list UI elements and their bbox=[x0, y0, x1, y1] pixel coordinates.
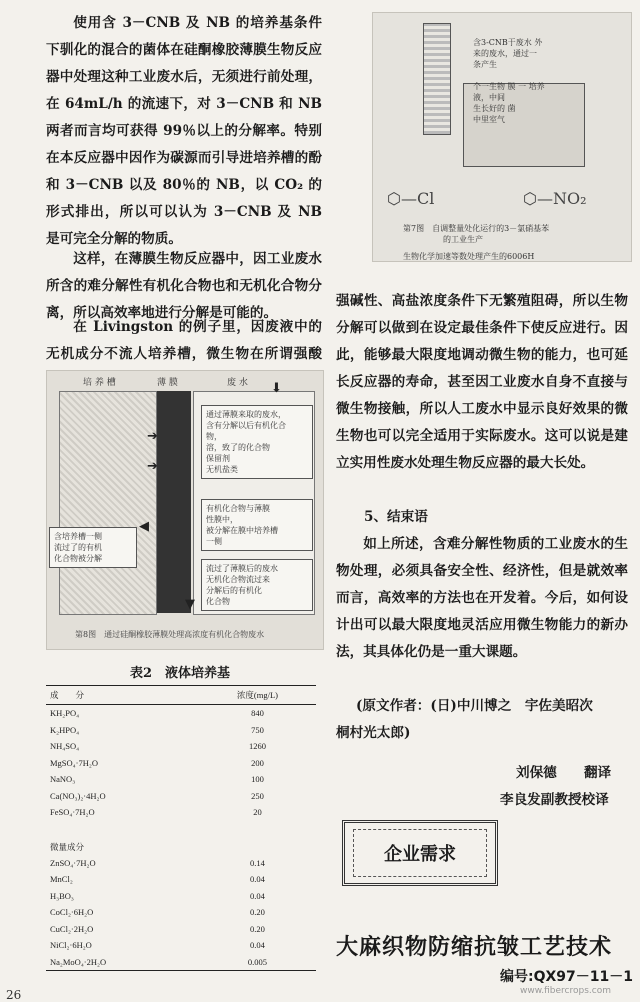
culture-tank-area bbox=[59, 391, 157, 615]
cell-component: K₂HPO₄ bbox=[50, 724, 80, 735]
article-title: 大麻织物防缩抗皱工艺技术 bbox=[336, 935, 613, 960]
text-line: 后，如何设计出可以最大限度地灵活应用微 bbox=[336, 590, 629, 633]
cell-component: ZnSO₄·7H₂O bbox=[50, 857, 96, 868]
fig-header-membrane: 薄 膜 bbox=[157, 378, 178, 388]
text-line: 本反应器中因作为碳源而引导进培养槽的酚 bbox=[59, 150, 323, 166]
figure-membrane-section bbox=[46, 370, 324, 650]
text-line: 排出，所以可以认为 3－CNB 及 NB 是可完 bbox=[46, 204, 322, 247]
text-line: 自身不直接与微生物接触，所以人工废水中 bbox=[336, 374, 629, 417]
table-row bbox=[46, 904, 316, 921]
text-line: 分离，所以高效率地进行分解是可能的。 bbox=[46, 278, 322, 321]
cell-concentration: 0.04 bbox=[250, 890, 265, 901]
cell-component: NiCl₂·6H₂O bbox=[50, 940, 92, 951]
cell-concentration: 20 bbox=[253, 807, 262, 818]
figure-process-diagram bbox=[372, 12, 632, 262]
cell-component: KH₂PO₄ bbox=[50, 708, 80, 719]
cell-component: Ca(NO₃)₂·4H₂O bbox=[50, 790, 106, 801]
cell-concentration: 0.04 bbox=[250, 874, 265, 885]
section-heading: 5、结束语 bbox=[364, 509, 428, 525]
text-line: 力，也可延长反应器的寿命，甚至因工业废水 bbox=[336, 347, 629, 390]
text-line: 通过薄膜来取的废水， bbox=[206, 410, 286, 419]
text-line: 行。因此，能够最大限度地调动微生物的能 bbox=[336, 320, 629, 363]
text-line: 使用含 3－CNB 及 NB 的培养基条件下 bbox=[46, 15, 322, 58]
table-row bbox=[46, 771, 316, 788]
text-line: 驯化的混合的菌体在硅酮橡胶薄膜生物反应 bbox=[59, 42, 323, 58]
translator-line: 刘保德 翻译 bbox=[516, 765, 612, 781]
text-line: 分解后的有机化 bbox=[206, 586, 262, 595]
table-row bbox=[46, 871, 316, 888]
text-line: 流过了的有机 bbox=[54, 543, 102, 552]
text-line: 强碱性、高盐浓度条件下无繁殖阻碍，所以生 bbox=[336, 293, 615, 309]
text-line: 和 3－CNB 以及 80％的 NB，以 CO₂ 的形式 bbox=[46, 177, 322, 220]
text-line: 这样，在薄膜生物反应器中，因工业废水 bbox=[73, 251, 322, 267]
table-row bbox=[46, 821, 316, 855]
reviewer-line: 李良发副教授校译 bbox=[500, 792, 609, 808]
text-line: 含有分解以后有机化合 bbox=[206, 421, 286, 430]
text-line: 无机盐类 bbox=[206, 465, 238, 474]
table-row bbox=[46, 788, 316, 805]
text-line: 化合物 bbox=[206, 597, 230, 606]
page-number: 26 bbox=[6, 988, 22, 1002]
enterprise-demand-label: 企业需求 bbox=[353, 829, 487, 877]
text-line: 一侧 bbox=[206, 537, 222, 546]
text-line: 液，中间 bbox=[473, 93, 505, 102]
cell-concentration: 0.20 bbox=[250, 923, 265, 934]
text-line: 的生物处理，必须具备安全性、经济性，但是 bbox=[336, 536, 629, 579]
table-row bbox=[46, 705, 316, 722]
cell-concentration: 0.14 bbox=[250, 857, 265, 868]
table-row bbox=[46, 921, 316, 938]
table-row bbox=[46, 738, 316, 755]
text-line: 物分解可以做到在设定最佳条件下使反应进 bbox=[336, 293, 628, 336]
right-paragraph-1 bbox=[336, 288, 628, 477]
left-paragraph-1 bbox=[46, 10, 322, 253]
cell-concentration: 200 bbox=[251, 757, 264, 768]
membrane-bar bbox=[157, 391, 191, 613]
text-line: 际废水。这可以说是建立实用性废水处理生 bbox=[336, 428, 629, 471]
text-line: 器中处理这种工业废水后，无须进行前处理， bbox=[46, 69, 322, 85]
caption-line: 生物化学加速等数处理产生的6006H bbox=[403, 252, 535, 261]
chem-structure-chlorobenzene: ⬡—Cl bbox=[387, 189, 435, 208]
text-line: 有机化合物与薄膜 bbox=[206, 504, 270, 513]
arrow-down-icon: ⬇ bbox=[271, 381, 282, 396]
text-line: 含培养槽一侧 bbox=[54, 532, 102, 541]
text-line: 就效率而言，高效率的方法也在开发着。今 bbox=[336, 563, 629, 606]
text-line: 如上所述，含难分解性物质的工业废水 bbox=[363, 536, 601, 552]
cell-concentration bbox=[199, 821, 316, 855]
cell-component: MgSO₄·7H₂O bbox=[50, 757, 98, 768]
figure-left-caption: 第8图 通过硅酮橡胶薄膜处理高浓度有机化合物废水 bbox=[75, 630, 265, 639]
text-line: 全分解的物质。 bbox=[86, 231, 182, 247]
chem-structure-nitrobenzene: ⬡—NO₂ bbox=[523, 189, 587, 208]
text-line: 在 Livingston 的例子里，因废液中的无 bbox=[46, 319, 322, 362]
text-line: 在 64mL/h 的流速下，对 3－CNB 和 NB 两 bbox=[46, 96, 322, 139]
cell-concentration: 1260 bbox=[248, 741, 266, 752]
right-paragraph-2 bbox=[336, 531, 628, 666]
cell-concentration: 250 bbox=[251, 790, 264, 801]
cell-component: CuCl₂·2H₂O bbox=[50, 923, 94, 934]
cell-component: H₃BO₃ bbox=[50, 890, 74, 901]
table-title: 表2 液体培养基 bbox=[130, 666, 231, 681]
fig-header-culture: 培 养 槽 bbox=[83, 378, 116, 388]
cell-concentration: 0.04 bbox=[250, 940, 265, 951]
text-line: 者而言均可获得 99％以上的分解率。特别在 bbox=[46, 123, 322, 166]
cell-concentration: 100 bbox=[251, 774, 264, 785]
text-line: 生物能力的新办法，其具体化仍是一重大课 bbox=[336, 617, 629, 660]
cell-component: Na₂MoO₄·2H₂O bbox=[46, 954, 199, 971]
text-line: 无机化合物流过来 bbox=[206, 575, 270, 584]
fig-label-after-membrane bbox=[201, 559, 313, 611]
table-row bbox=[46, 722, 316, 739]
col-header-concentration: 浓度(mg/L) bbox=[199, 686, 316, 705]
arrow-left-icon: ◀ bbox=[139, 519, 149, 534]
text-line: 物反应器的最大长处。 bbox=[458, 455, 595, 471]
text-line: 中里室气 bbox=[473, 115, 505, 124]
cell-component: MnCl₂ bbox=[50, 874, 73, 885]
table-row bbox=[46, 937, 316, 954]
text-line: 来的废水，通过一 bbox=[473, 49, 537, 58]
caption-line: 的工业生产 bbox=[443, 235, 483, 244]
cell-component: CoCl₂·6H₂O bbox=[50, 907, 94, 918]
text-line: 被分解在膜中培养槽 bbox=[206, 526, 278, 535]
text-line: 物， bbox=[206, 432, 222, 441]
table-row bbox=[46, 888, 316, 905]
text-line: 显示良好效果的微生物也可以完全适用于实 bbox=[336, 401, 629, 444]
figure-top-caption bbox=[403, 223, 549, 262]
cell-component: NaNO₃ bbox=[50, 774, 76, 785]
text-line: 所含的难分解性有机化合物也和无机化合物 bbox=[46, 278, 309, 294]
text-line: 化合物被分解 bbox=[54, 554, 102, 563]
fig-label-culture-side bbox=[49, 527, 137, 568]
text-line: 流过了薄膜后的废水 bbox=[206, 564, 278, 573]
caption-line: 第7图 自调整量处化运行的3－氯硝基苯 bbox=[403, 224, 550, 233]
arrow-right-icon: ➔ bbox=[147, 459, 158, 474]
table-row bbox=[46, 855, 316, 872]
text-line: 个一生物 膜 一 培养 bbox=[473, 82, 545, 91]
cell-concentration: 0.005 bbox=[199, 954, 316, 971]
arrow-right-icon: ➔ bbox=[147, 429, 158, 444]
cell-concentration: 0.20 bbox=[250, 907, 265, 918]
cell-concentration: 840 bbox=[251, 708, 264, 719]
text-line: 题。 bbox=[499, 644, 527, 660]
table-row bbox=[46, 954, 316, 971]
cell-concentration: 750 bbox=[251, 724, 264, 735]
text-line: 含3-CNB于废水 外 bbox=[473, 38, 543, 47]
col-header-component: 成 分 bbox=[46, 686, 199, 705]
cell-component: 微量成分 bbox=[50, 841, 85, 852]
medium-table bbox=[46, 685, 316, 971]
text-line: 保留剂 bbox=[206, 454, 230, 463]
author-line: 桐村光太郎) bbox=[336, 725, 411, 741]
arrow-down-icon: ▼ bbox=[185, 597, 195, 612]
table-row bbox=[46, 804, 316, 821]
cell-component: NH₄SO₄ bbox=[50, 741, 80, 752]
cell-component: FeSO₄·7H₂O bbox=[50, 807, 95, 818]
figure-notes bbox=[473, 37, 593, 125]
text-line: 生长好的 菌 bbox=[473, 104, 516, 113]
fig-header-wastewater: 废 水 bbox=[227, 378, 248, 388]
enterprise-demand-box bbox=[342, 820, 498, 886]
fig-label-wastewater bbox=[201, 405, 313, 479]
fig-label-organic-compounds bbox=[201, 499, 313, 551]
table-row bbox=[46, 755, 316, 772]
author-line: (原文作者：(日)中川博之 宇佐美昭次 bbox=[356, 698, 593, 714]
text-line: 性膜中， bbox=[206, 515, 238, 524]
watermark: www.fibercrops.com bbox=[520, 986, 611, 996]
text-line: 条产生 bbox=[473, 60, 497, 69]
article-code: 编号:QX97－11－1 bbox=[500, 969, 633, 985]
figure-column-reactor bbox=[423, 23, 451, 135]
text-line: 溶，致了的化合物 bbox=[206, 443, 270, 452]
text-line: 机成分不流人培养槽，微生物在所谓强酸 bbox=[60, 346, 322, 362]
